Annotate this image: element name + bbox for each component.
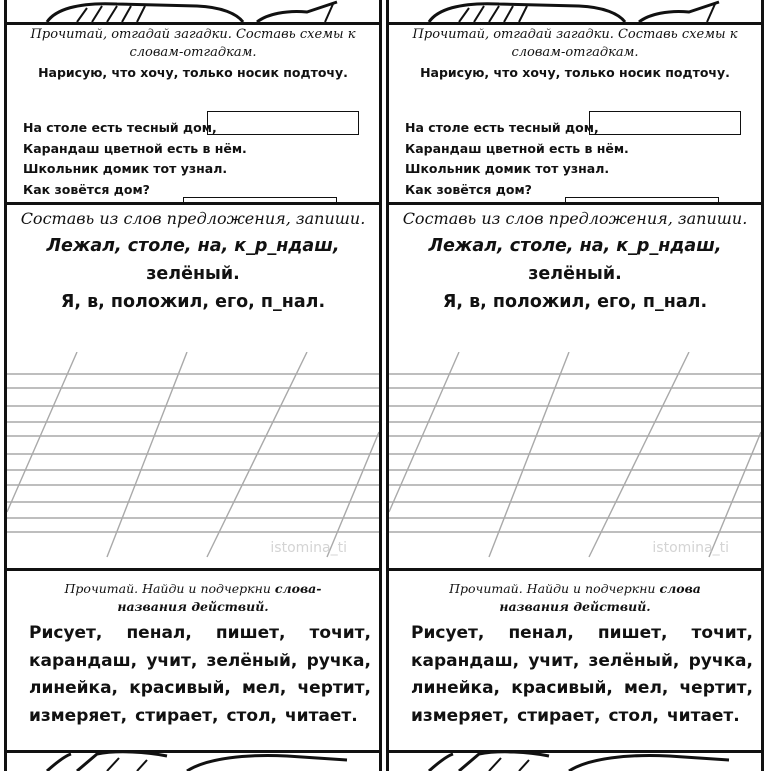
- word[interactable]: линейка,: [411, 678, 501, 698]
- word-list: [389, 616, 761, 730]
- riddle-2-line: Карандаш цветной есть в нём.: [405, 140, 629, 156]
- word[interactable]: учит,: [528, 650, 580, 671]
- riddle-1: Нарисую, что хочу, только носик подточу.: [38, 65, 348, 80]
- word[interactable]: стол,: [226, 705, 277, 726]
- riddle-2-line: На столе есть тесный дом,: [405, 120, 599, 135]
- words-instruction-bold: слова-: [274, 581, 322, 596]
- word[interactable]: зелёный,: [588, 650, 680, 671]
- riddle-2: [405, 118, 629, 200]
- word-row: [29, 620, 371, 648]
- riddle-2: [23, 118, 247, 200]
- word-row: [29, 675, 371, 703]
- word[interactable]: стирает,: [517, 705, 601, 726]
- sentences-instruction: Составь из слов предложения, запиши.: [402, 209, 748, 228]
- sentence-words-1: Лежал, столе, на, к_р_ндаш,: [428, 236, 722, 256]
- word[interactable]: стол,: [608, 705, 659, 726]
- word[interactable]: зелёный,: [206, 650, 298, 671]
- sentence-words-1-end: зелёный.: [528, 264, 622, 284]
- riddle-2-line: На столе есть тесный дом,: [23, 120, 217, 135]
- writing-lines[interactable]: [389, 352, 761, 568]
- word[interactable]: стирает,: [135, 705, 219, 726]
- word-row: [411, 703, 753, 731]
- word-row: [411, 675, 753, 703]
- words-instruction: [7, 568, 379, 616]
- words-section: [389, 568, 761, 753]
- word[interactable]: пенал,: [508, 623, 574, 643]
- worksheet-card-right: [386, 0, 764, 771]
- word-row: [29, 703, 371, 731]
- words-instruction-text: Прочитай. Найди и подчеркни: [64, 581, 271, 596]
- word[interactable]: мел,: [242, 678, 287, 698]
- riddle-2-line: Как зовётся дом?: [23, 181, 150, 197]
- words-instruction-bold: слова: [659, 581, 701, 596]
- word[interactable]: читает.: [667, 705, 740, 726]
- word[interactable]: Рисует,: [29, 623, 103, 643]
- riddles-section: [389, 22, 761, 205]
- riddle-2-line: Школьник домик тот узнал.: [405, 161, 610, 176]
- watermark: istomina_ti: [270, 540, 347, 556]
- word[interactable]: линейка,: [29, 678, 119, 698]
- word[interactable]: пишет,: [215, 623, 286, 643]
- word-list: [7, 616, 379, 730]
- word[interactable]: Рисует,: [411, 623, 485, 643]
- word[interactable]: пенал,: [126, 623, 192, 643]
- word[interactable]: чертит,: [297, 678, 371, 698]
- riddle-2-line: Карандаш цветной есть в нём.: [23, 140, 247, 156]
- word[interactable]: карандаш,: [411, 650, 520, 671]
- word[interactable]: точит,: [309, 623, 371, 643]
- words-instruction-line2: названия действий.: [117, 599, 269, 614]
- bottom-illustration: [389, 750, 761, 771]
- riddle-2-line: Школьник домик тот узнал.: [23, 161, 228, 176]
- riddles-instruction: Прочитай, отгадай загадки. Составь схемы к словам-отгадкам.: [412, 27, 738, 60]
- words-instruction: [389, 568, 761, 616]
- writing-lines[interactable]: [7, 352, 379, 568]
- words-section: [7, 568, 379, 753]
- sentences-instruction: Составь из слов предложения, запиши.: [20, 209, 366, 228]
- sentences-section: [389, 202, 761, 571]
- riddle-2-line: Как зовётся дом?: [405, 181, 532, 197]
- word[interactable]: читает.: [285, 705, 358, 726]
- riddle-1: Нарисую, что хочу, только носик подточу.: [420, 65, 730, 80]
- word[interactable]: ручка,: [688, 650, 753, 671]
- word[interactable]: чертит,: [679, 678, 753, 698]
- worksheet-card-left: [4, 0, 382, 771]
- riddles-section: [7, 22, 379, 205]
- word[interactable]: измеряет,: [29, 705, 128, 726]
- words-instruction-line2: названия действий.: [499, 599, 651, 614]
- sentences-section: [7, 202, 379, 571]
- word[interactable]: карандаш,: [29, 650, 138, 671]
- sentence-words-1-end: зелёный.: [146, 264, 240, 284]
- word-row: [411, 648, 753, 676]
- word[interactable]: красивый,: [129, 678, 231, 698]
- word[interactable]: измеряет,: [411, 705, 510, 726]
- word[interactable]: мел,: [624, 678, 669, 698]
- word[interactable]: красивый,: [511, 678, 613, 698]
- pencil-case-illustration: [389, 0, 761, 22]
- pencil-case-illustration: [7, 0, 379, 22]
- bottom-illustration: [7, 750, 379, 771]
- word-row: [29, 648, 371, 676]
- words-instruction-text: Прочитай. Найди и подчеркни: [449, 581, 656, 596]
- pencil-case-illustration: [7, 750, 379, 771]
- word[interactable]: пишет,: [597, 623, 668, 643]
- watermark: istomina_ti: [652, 540, 729, 556]
- pencil-case-illustration: [389, 750, 761, 771]
- sentence-words-1: Лежал, столе, на, к_р_ндаш,: [46, 236, 340, 256]
- sentence-words-2: Я, в, положил, его, п_нал.: [60, 292, 326, 312]
- word[interactable]: учит,: [146, 650, 198, 671]
- sentence-words-2: Я, в, положил, его, п_нал.: [442, 292, 708, 312]
- word[interactable]: ручка,: [306, 650, 371, 671]
- riddles-instruction: Прочитай, отгадай загадки. Составь схемы к словам-отгадкам.: [30, 27, 356, 60]
- word[interactable]: точит,: [691, 623, 753, 643]
- word-row: [411, 620, 753, 648]
